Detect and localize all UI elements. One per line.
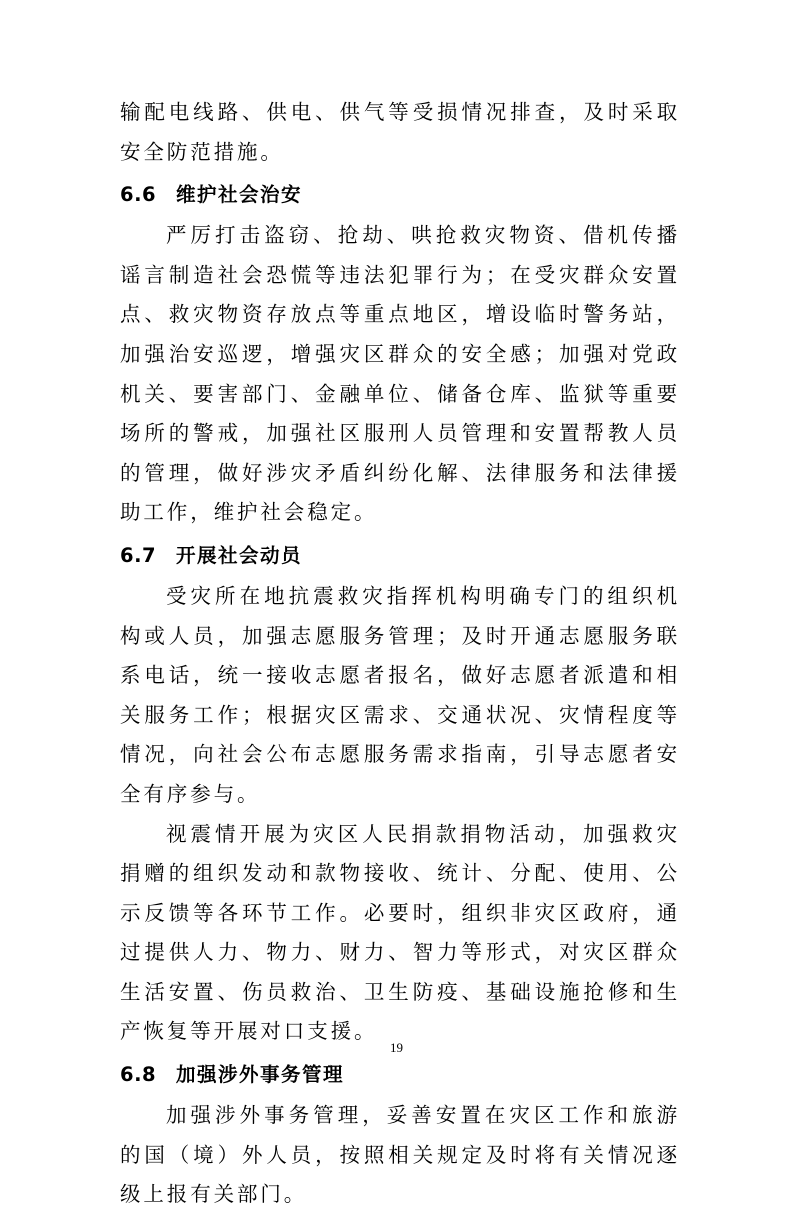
section-heading (120, 175, 680, 215)
section-title: 开展社会动员 (176, 543, 303, 567)
section-heading (120, 1055, 680, 1095)
section-number: 6.7 (120, 543, 157, 567)
section-title: 维护社会治安 (176, 183, 303, 207)
paragraph: 严厉打击盗窃、抢劫、哄抢救灾物资、借机传播谣言制造社会恐慌等违法犯罪行为；在受灾群众安置点、救灾物资存放点等重点地区，增设临时警务站，加强治安巡逻，增强灾区群众的安全感；加强对党政机关、要害部门、金融单位、储备仓库、监狱等重要场所的警戒，加强社区服刑人员管理和安置帮教人员的管理，做好涉灾矛盾纠纷化解、法律服务和法律援助工作，维护社会稳定。 (120, 223, 680, 525)
paragraph: 输配电线路、供电、供气等受损情况排查，及时采取安全防范措施。 (120, 100, 680, 164)
section-heading (120, 536, 680, 576)
paragraph: 加强涉外事务管理，妥善安置在灾区工作和旅游的国（境）外人员，按照相关规定及时将有关情况逐级上报有关部门。 (120, 1103, 680, 1207)
section-number: 6.8 (120, 1063, 157, 1087)
paragraph: 视震情开展为灾区人民捐款捐物活动，加强救灾捐赠的组织发动和款物接收、统计、分配、使用、公示反馈等各环节工作。必要时，组织非灾区政府，通过提供人力、物力、财力、智力等形式，对灾区群众生活安置、伤员救治、卫生防疫、基础设施抢修和生产恢复等开展对口支援。 (120, 821, 680, 1044)
page-number: 19 (390, 1040, 403, 1055)
section-title: 加强涉外事务管理 (176, 1063, 345, 1087)
section-number: 6.6 (120, 183, 157, 207)
paragraph: 受灾所在地抗震救灾指挥机构明确专门的组织机构或人员，加强志愿服务管理；及时开通志愿服务联系电话，统一接收志愿者报名，做好志愿者派遣和相关服务工作；根据灾区需求、交通状况、灾情程度等情况，向社会公布志愿服务需求指南，引导志愿者安全有序参与。 (120, 583, 680, 806)
